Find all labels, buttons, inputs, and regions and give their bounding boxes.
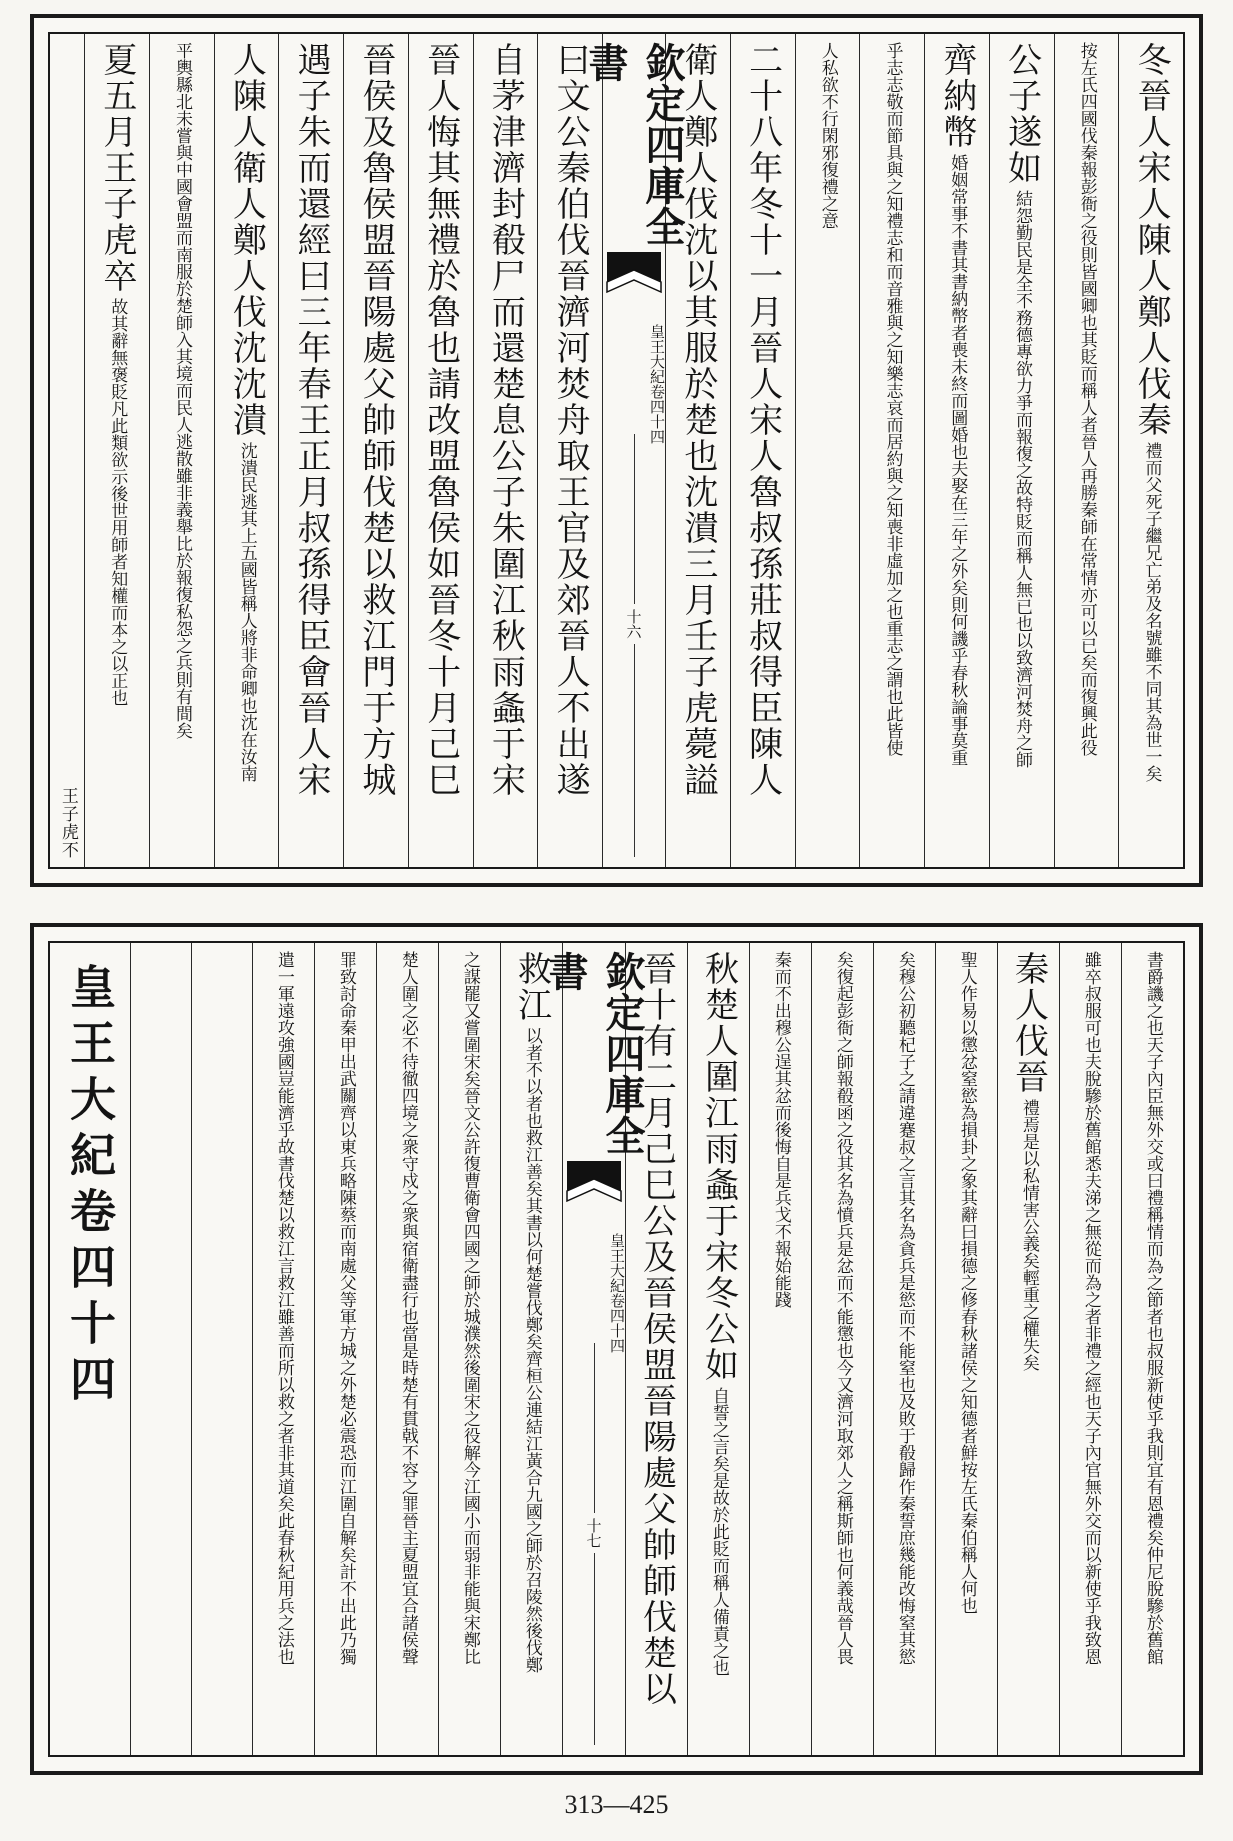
top-right-column-5 [859, 34, 924, 867]
fishtail-mark-icon [565, 1161, 623, 1221]
main-text: 救江 [511, 951, 552, 1023]
top-right-column-4 [924, 34, 989, 867]
annotation-text: 人私欲不行閑邪復禮之意 [817, 42, 838, 229]
bottom-empty-column-2 [130, 943, 191, 1755]
main-text: 二十八年冬十一月晉人宋人魯叔孫莊叔得臣陳人 [742, 42, 783, 798]
annotation-text: 矣復起彭衙之師報殽函之役其名為憤兵是忿而不能懲也今又濟河取郊人之稱斯師也何義哉晉人畏 [832, 951, 853, 1665]
bottom-right-column-2 [1059, 943, 1121, 1755]
bottom-right-column-8 [687, 943, 749, 1755]
bottom-left-column-2-text [439, 951, 500, 1747]
top-left-column-4-text [344, 42, 408, 859]
top-left-column-1-text [538, 42, 602, 859]
main-text: 晉人悔其無禮於魯也請改盟魯侯如晉冬十月己巳 [420, 42, 461, 798]
bottom-right-column-1 [1121, 943, 1183, 1755]
top-right-column-5-text [860, 42, 924, 859]
center-band [582, 34, 686, 867]
main-text: 冬晉人宋人陳人鄭人伐秦 [1131, 42, 1172, 438]
top-right-column-2-text [1055, 42, 1119, 859]
annotation-text: 乎志志敬而節具與之知禮志和而音雅與之知樂志哀而居約與之知喪非虛加之也重志之謂也此皆使 [882, 42, 903, 756]
band-page-number: 十六 [603, 604, 665, 644]
annotation-text: 罪致討命秦甲出武關齊以東兵略陳蔡而南處父等軍方城之外楚必震恐而江圍自解矣計不出此乃獨 [335, 951, 356, 1665]
main-text: 公子遂如 [1001, 42, 1042, 186]
bottom-right-column-5-text [874, 951, 935, 1747]
bottom-columns [50, 943, 1183, 1755]
main-text: 晉十有二月己巳公及晉侯盟晉陽處父帥師伐楚以 [636, 951, 677, 1707]
bottom-empty-column-1 [191, 943, 252, 1755]
bottom-left-column-3 [376, 943, 438, 1755]
bottom-left-column-4-text [315, 951, 376, 1747]
bottom-left-column-2 [438, 943, 500, 1755]
top-left-column-7 [149, 34, 214, 867]
bottom-left-column-1 [500, 943, 562, 1755]
top-left-column-5 [278, 34, 343, 867]
top-page [30, 14, 1203, 887]
top-left-column-5-text [279, 42, 343, 859]
main-text: 人陳人衛人鄭人伐沈沈潰 [226, 42, 267, 438]
annotation-text: 平輿縣北未嘗與中國會盟而南服於楚師入其境而民人逃散雖非義舉比於報復私怨之兵則有間矣 [171, 42, 192, 739]
main-text: 晉侯及魯侯盟晉陽處父帥師伐楚以救江門于方城 [355, 42, 396, 798]
annotation-text: 書爵譏之也天子內臣無外交或曰禮稱情而為之節者也叔服新使乎我則宜有恩禮矣仲尼脫驂於舊館 [1142, 951, 1163, 1665]
page-footer-number: 313—425 [564, 1790, 669, 1819]
main-text: 遇子朱而還經曰三年春王正月叔孫得臣會晉人宋 [291, 42, 332, 798]
bottom-page-frame [48, 941, 1185, 1757]
main-text: 齊納幣 [936, 42, 977, 150]
main-text: 自茅津濟封殽尸而還楚息公子朱圍江秋雨螽于宋 [485, 42, 526, 798]
main-text: 夏五月王子虎卒 [96, 42, 137, 294]
band-page-number: 十七 [563, 1513, 625, 1553]
bottom-right-column-8-text [688, 951, 749, 1747]
bottom-right-column-7 [749, 943, 811, 1755]
center-band [542, 943, 646, 1755]
bottom-page [30, 923, 1203, 1775]
top-left-column-6-text [215, 42, 279, 859]
bottom-left-column-5-text [253, 951, 314, 1747]
annotation-text: 故其辭無褒貶凡此類欲示後世用師者知權而本之以正也 [107, 298, 128, 706]
annotation-text: 聖人作易以懲忿窒慾為損卦之象其辭曰損德之修春秋諸侯之知德者鮮按左氏秦伯稱人何也 [956, 951, 977, 1614]
band-title: 欽定四庫全書 [542, 951, 646, 1156]
top-left-column-8-text [85, 42, 149, 859]
bottom-right-column-3-text [998, 951, 1059, 1747]
annotation-text: 之謀罷又嘗圍宋矣晉文公許復曹衛會四國之師於城濮然後圍宋之役解今江國小而弱非能與宋鄭比 [459, 951, 480, 1665]
annotation-text: 以者不以者也救江善矣其書以何楚嘗伐鄭矣齊桓公連結江黃合九國之師於召陵然後伐鄭 [521, 1027, 542, 1673]
top-left-column-3-text [409, 42, 473, 859]
top-right-column-2 [1054, 34, 1119, 867]
top-left-column-4 [343, 34, 408, 867]
bottom-left-column-5 [252, 943, 314, 1755]
bottom-right-column-6-text [812, 951, 873, 1747]
top-left-column-6 [214, 34, 279, 867]
top-last-column [50, 34, 84, 867]
bottom-left-column-3-text [377, 951, 438, 1747]
top-left-column-2 [473, 34, 538, 867]
bottom-right-column-4 [935, 943, 997, 1755]
main-text: 衛人鄭人伐沈以其服於楚也沈潰三月壬子虎薨謚 [677, 42, 718, 798]
bottom-right-column-6 [811, 943, 873, 1755]
annotation-text: 禮焉是以私情害公義矣輕重之權失矣 [1018, 1099, 1039, 1371]
top-right-column-3-text [990, 42, 1054, 859]
bottom-right-column-3 [997, 943, 1059, 1755]
annotation-text: 秦而不出穆公逞其忿而後悔自是兵戈不報始能踐 [770, 951, 791, 1308]
top-left-column-2-text [474, 42, 538, 859]
annotation-text: 婚姻常事不書其書納幣者喪未終而圖婚也夫娶在三年之外矣則何譏乎春秋論事莫重 [947, 154, 968, 766]
annotation-text: 禮而父死子繼兄亡弟及名號雖不同其為世一矣 [1141, 442, 1162, 782]
band-center-line [634, 434, 635, 857]
annotation-text: 沈潰民逃其上五國皆稱人將非命卿也沈在汝南 [236, 442, 257, 782]
main-text: 曰文公秦伯伐晉濟河焚舟取王官及郊晉人不出遂 [550, 42, 591, 798]
bottom-left-column-4 [314, 943, 376, 1755]
annotation-text: 自誓之言矣是故於此貶而稱人備責之也 [708, 1387, 729, 1676]
top-right-column-1 [1118, 34, 1183, 867]
bottom-right-column-5 [873, 943, 935, 1755]
top-columns [50, 34, 1183, 867]
top-right-column-6 [795, 34, 860, 867]
main-text: 秋楚人圍江雨螽于宋冬公如 [698, 951, 739, 1383]
annotation-text: 遣一軍遠攻強國豈能濟乎故書伐楚以救江言救江雖善而所以救之者非其道矣此春秋紀用兵之法也 [273, 951, 294, 1665]
annotation-text: 結怨勤民是全不務德專欲力爭而報復之故特貶而稱人無已也以致濟河焚舟之師 [1011, 190, 1032, 768]
annotation-text: 按左氏四國伐秦報彭衙之役則皆國卿也其貶而稱人者晉人再勝秦師在常情亦可以已矣而復興此役 [1076, 42, 1097, 756]
bottom-right-column-1-text [1122, 951, 1183, 1747]
volume-title-column [50, 943, 130, 1755]
band-subtitle: 皇王大紀卷四十四 [648, 324, 666, 444]
bottom-left-column-1-text [501, 951, 562, 1747]
top-left-column-7-text [150, 42, 214, 859]
bottom-right-column-2-text [1060, 951, 1121, 1747]
main-text: 秦人伐晉 [1008, 951, 1049, 1095]
bottom-right-column-7-text [750, 951, 811, 1747]
top-left-column-3 [408, 34, 473, 867]
top-right-column-4-text [925, 42, 989, 859]
fishtail-mark-icon [605, 252, 663, 312]
annotation-text: 雖卒叔服可也夫脫驂於舊館悉夫涕之無從而為之者非禮之經也天子內官無外交而以新使乎我致恩 [1080, 951, 1101, 1665]
top-right-column-7 [730, 34, 795, 867]
top-right-column-6-text [796, 42, 860, 859]
top-left-column-1 [537, 34, 602, 867]
top-right-column-7-text [731, 42, 795, 859]
annotation-text: 楚人圍之必不待徹四境之衆守戍之衆與宿衛盡行也當是時楚有貫戟不容之罪晉主夏盟宜合諸侯聲 [397, 951, 418, 1665]
band-subtitle: 皇王大紀卷四十四 [608, 1233, 626, 1353]
top-last-note: 王子虎不 [57, 787, 78, 859]
bottom-right-column-4-text [936, 951, 997, 1747]
annotation-text: 矣穆公初聽杞子之請違蹇叔之言其名為貪兵是慾而不能窒也及敗于殽歸作秦誓庶幾能改悔窒其慾 [894, 951, 915, 1665]
top-left-column-8 [84, 34, 149, 867]
top-right-column-1-text [1119, 42, 1183, 859]
volume-title: 皇王大紀卷四十四 [63, 963, 117, 1411]
top-right-column-3 [989, 34, 1054, 867]
band-title: 欽定四庫全書 [582, 42, 686, 247]
top-page-frame [48, 32, 1185, 869]
